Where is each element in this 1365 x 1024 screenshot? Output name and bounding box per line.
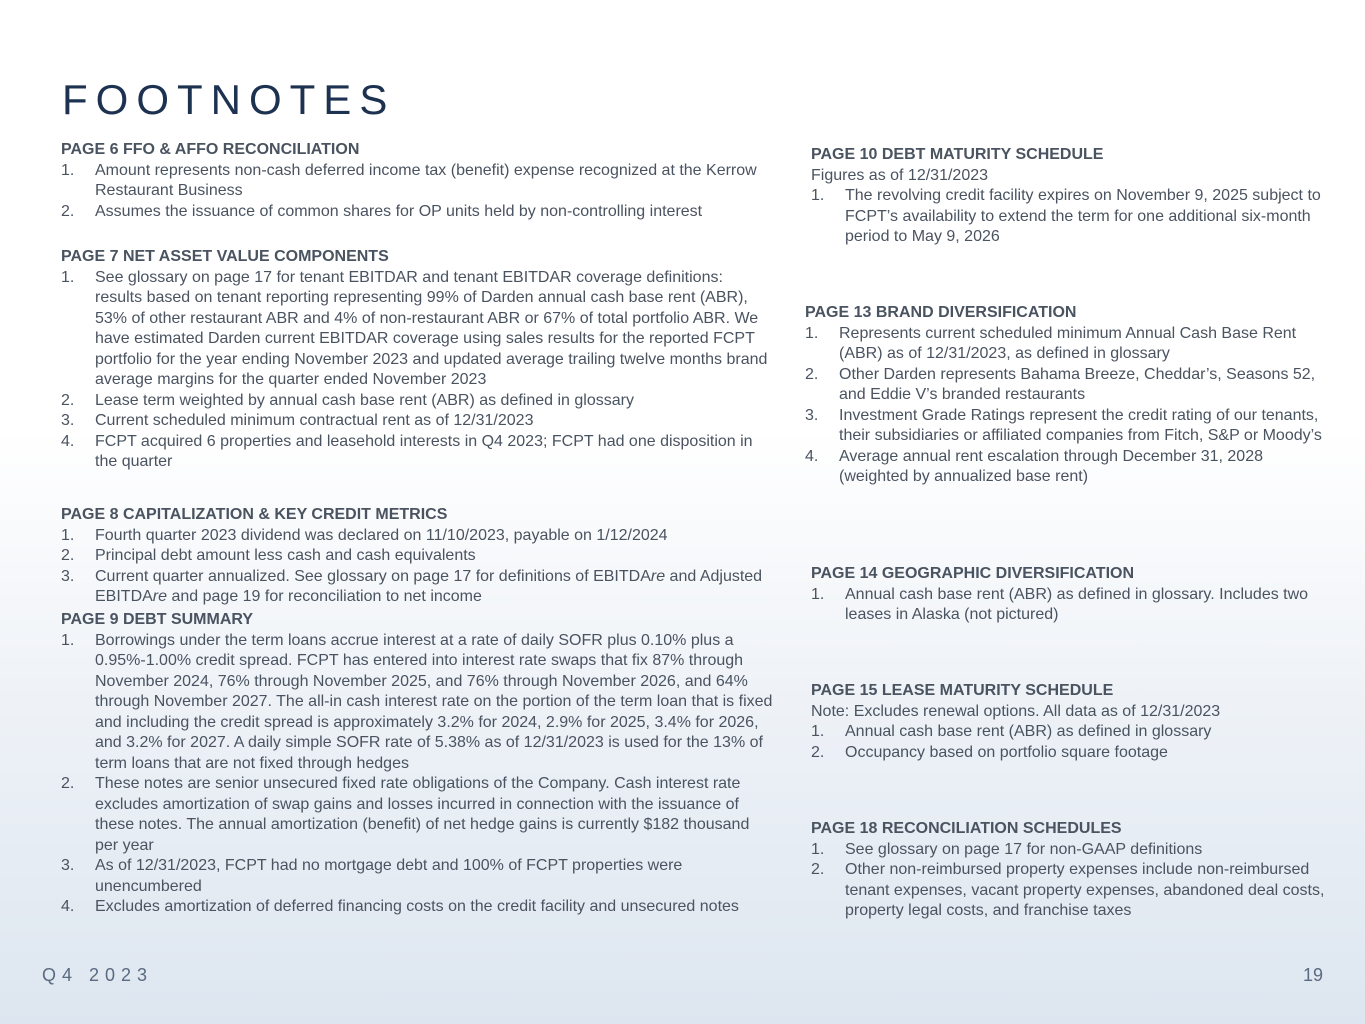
footnote-number: 3. (61, 567, 75, 585)
section-page-6 (61, 140, 773, 222)
footnote-number: 2. (811, 743, 825, 761)
section-page-15 (811, 681, 1341, 763)
footnote-list (811, 722, 1341, 763)
footnote-text: Other non-reimbursed property expenses include non-reimbursed tenant expenses, vacant property expenses, abandoned deal costs, property legal costs, and franchise taxes (845, 861, 1325, 919)
footnote-number: 1. (811, 585, 825, 603)
footnote-text: Principal debt amount less cash and cash equivalents (95, 547, 476, 564)
footnote-list (61, 526, 773, 608)
footnote-item (811, 860, 1341, 922)
footnote-text: Current scheduled minimum contractual rent as of 12/31/2023 (95, 412, 534, 429)
section-page-8 (61, 505, 773, 608)
footnote-item (61, 268, 773, 391)
footnote-text: and Adjusted EBITDA (95, 567, 763, 605)
footnote-text: Assumes the issuance of common shares for OP units held by non-controlling interest (95, 202, 703, 220)
section-page-7 (61, 247, 773, 473)
footnote-text: Annual cash base rent (ABR) as defined in glossary. Includes two leases in Alaska (not pictured) (845, 585, 1309, 623)
section-title: PAGE 6 FFO & AFFO RECONCILIATION (61, 141, 360, 158)
footnote-number: 3. (61, 857, 75, 874)
footnote-text: As of 12/31/2023, FCPT had no mortgage debt and 100% of FCPT properties were unencumbered (95, 857, 683, 895)
footnote-number: 1. (61, 526, 75, 544)
footnote-item (811, 186, 1341, 248)
footnote-item (61, 526, 773, 547)
footnote-text-italic: re (152, 588, 168, 605)
footnote-list (61, 161, 773, 223)
footnote-text: Current quarter annualized. See glossary on page 17 for definitions of EBITDA (95, 567, 651, 585)
footnote-text: Represents current scheduled minimum Annual Cash Base Rent (ABR) as of 12/31/2023, as defined in glossary (839, 324, 1297, 362)
footnote-text: See glossary on page 17 for non-GAAP definitions (845, 840, 1203, 858)
footnote-text: Investment Grade Ratings represent the credit rating of our tenants, their subsidiaries or affiliated companies from Fitch, S&P or Moody’s (839, 406, 1322, 444)
section-page-10 (811, 145, 1341, 248)
footnote-number: 4. (61, 432, 75, 450)
footnote-item (61, 856, 773, 897)
footnote-text: The revolving credit facility expires on November 9, 2025 subject to FCPT’s availability to extend the term for one additional six-month period to May 9, 2026 (845, 187, 1321, 245)
footnote-text: Amount represents non-cash deferred income tax (benefit) expense recognized at the Kerrow Restaurant Business (95, 161, 757, 199)
footnote-number: 1. (811, 840, 825, 858)
footnote-item (61, 774, 773, 856)
footnote-text: Average annual rent escalation through December 31, 2028 (weighted by annualized base rent) (839, 447, 1263, 485)
footer-quarter: Q4 2023 (42, 965, 154, 985)
footnote-item (61, 391, 773, 412)
footnote-number: 2. (61, 547, 75, 564)
section-note: Figures as of 12/31/2023 (811, 166, 989, 184)
section-page-14 (811, 564, 1341, 626)
footnote-item (805, 324, 1335, 365)
footnote-text: Other Darden represents Bahama Breeze, Cheddar’s, Seasons 52, and Eddie V’s branded restaurants (839, 365, 1316, 403)
section-page-18 (811, 819, 1341, 922)
footnote-text: Borrowings under the term loans accrue interest at a rate of daily SOFR plus 0.10% plus a 0.95%-1.00% credit spread. FCPT has entered into interest rate swaps that fix 87% through November 2024, 76% through November 2025, and 76% through November 2026, and 64% through November 2027. The all-in cash interest rate on the portion of the term loan that is fixed and including the credit spread is approximately 3.2% for 2024, 2.9% for 2025, 3.4% for 2026, and 3.2% for 2027. A daily simple SOFR rate of 5.38% as of 12/31/2023 is used for the 13% of term loans that are not fixed through hedges (95, 631, 773, 772)
footnote-number: 2. (61, 202, 75, 220)
footnote-text: Occupancy based on portfolio square footage (845, 743, 1168, 761)
footnote-text: Lease term weighted by annual cash base rent (ABR) as defined in glossary (95, 391, 634, 409)
page-title: FOOTNOTES (62, 76, 396, 123)
footnote-item (61, 161, 773, 202)
footnote-number: 1. (61, 631, 75, 649)
footnote-text: Annual cash base rent (ABR) as defined in glossary (845, 723, 1212, 740)
footnote-number: 2. (61, 775, 75, 792)
footnote-number: 1. (61, 161, 75, 179)
section-title: PAGE 15 LEASE MATURITY SCHEDULE (811, 682, 1114, 699)
section-title: PAGE 9 DEBT SUMMARY (61, 611, 254, 628)
footnote-item (811, 743, 1341, 764)
footnote-text: FCPT acquired 6 properties and leasehold interests in Q4 2023; FCPT had one disposition in the quarter (95, 432, 753, 470)
footnote-item (61, 411, 773, 432)
page-number: 19 (1302, 965, 1323, 985)
footnote-list (61, 268, 773, 473)
section-page-13 (805, 303, 1335, 488)
footnote-item (805, 447, 1335, 488)
section-title: PAGE 7 NET ASSET VALUE COMPONENTS (61, 248, 389, 265)
section-title: PAGE 10 DEBT MATURITY SCHEDULE (811, 146, 1104, 163)
footnote-text: See glossary on page 17 for tenant EBITDAR and tenant EBITDAR coverage definitions: results based on tenant reporting representing 99% of Darden annual cash base rent (ABR), 53% of other restaurant ABR and 4% of non-restaurant ABR or 67% of total portfolio ABR. We have estimated Darden current EBITDAR coverage using sales results for the reported FCPT portfolio for the year ending November 2023 and updated average trailing twelve months brand average margins for the quarter ended November 2023 (95, 268, 768, 388)
footnote-number: 2. (811, 861, 825, 878)
section-title: PAGE 14 GEOGRAPHIC DIVERSIFICATION (811, 565, 1135, 582)
footnote-list (805, 324, 1335, 488)
footnote-list (811, 186, 1341, 248)
footnote-item (805, 406, 1335, 447)
footnote-number: 1. (61, 268, 75, 286)
footnote-list (61, 631, 773, 918)
footnote-item (811, 840, 1341, 861)
section-page-9 (61, 610, 773, 918)
footnote-number: 1. (805, 324, 819, 342)
footnote-number: 3. (61, 412, 75, 429)
footnote-number: 1. (811, 723, 825, 740)
footnote-text: Excludes amortization of deferred financing costs on the credit facility and unsecured notes (95, 898, 739, 915)
footnote-item (811, 585, 1341, 626)
footnote-number: 4. (61, 898, 75, 915)
footnote-item (61, 897, 773, 918)
footnote-text: and page 19 for reconciliation to net income (167, 588, 482, 605)
footnote-item (61, 432, 773, 473)
footnote-list (811, 585, 1341, 626)
footnote-item (61, 567, 773, 608)
section-title: PAGE 13 BRAND DIVERSIFICATION (805, 304, 1077, 321)
footnote-number: 2. (805, 365, 819, 383)
footnote-text: These notes are senior unsecured fixed rate obligations of the Company. Cash interest rate excludes amortization of swap gains and losses incurred in connection with the issuance of these notes. The annual amortization (benefit) of net hedge gains is currently $182 thousand per year (95, 775, 750, 854)
footnote-number: 2. (61, 391, 75, 409)
footnote-list (811, 840, 1341, 922)
section-note: Note: Excludes renewal options. All data as of 12/31/2023 (811, 702, 1221, 720)
section-title: PAGE 8 CAPITALIZATION & KEY CREDIT METRICS (61, 506, 448, 523)
footnote-text: Fourth quarter 2023 dividend was declared on 11/10/2023, payable on 1/12/2024 (95, 526, 668, 544)
footnote-number: 3. (805, 406, 819, 424)
footnote-text-italic: re (650, 567, 666, 585)
footnote-item (61, 631, 773, 775)
footnote-item (811, 722, 1341, 743)
section-title: PAGE 18 RECONCILIATION SCHEDULES (811, 820, 1122, 837)
footnote-item (61, 546, 773, 567)
footnote-item (805, 365, 1335, 406)
footnote-item (61, 202, 773, 223)
footnote-number: 1. (811, 187, 825, 204)
footnote-number: 4. (805, 447, 819, 465)
